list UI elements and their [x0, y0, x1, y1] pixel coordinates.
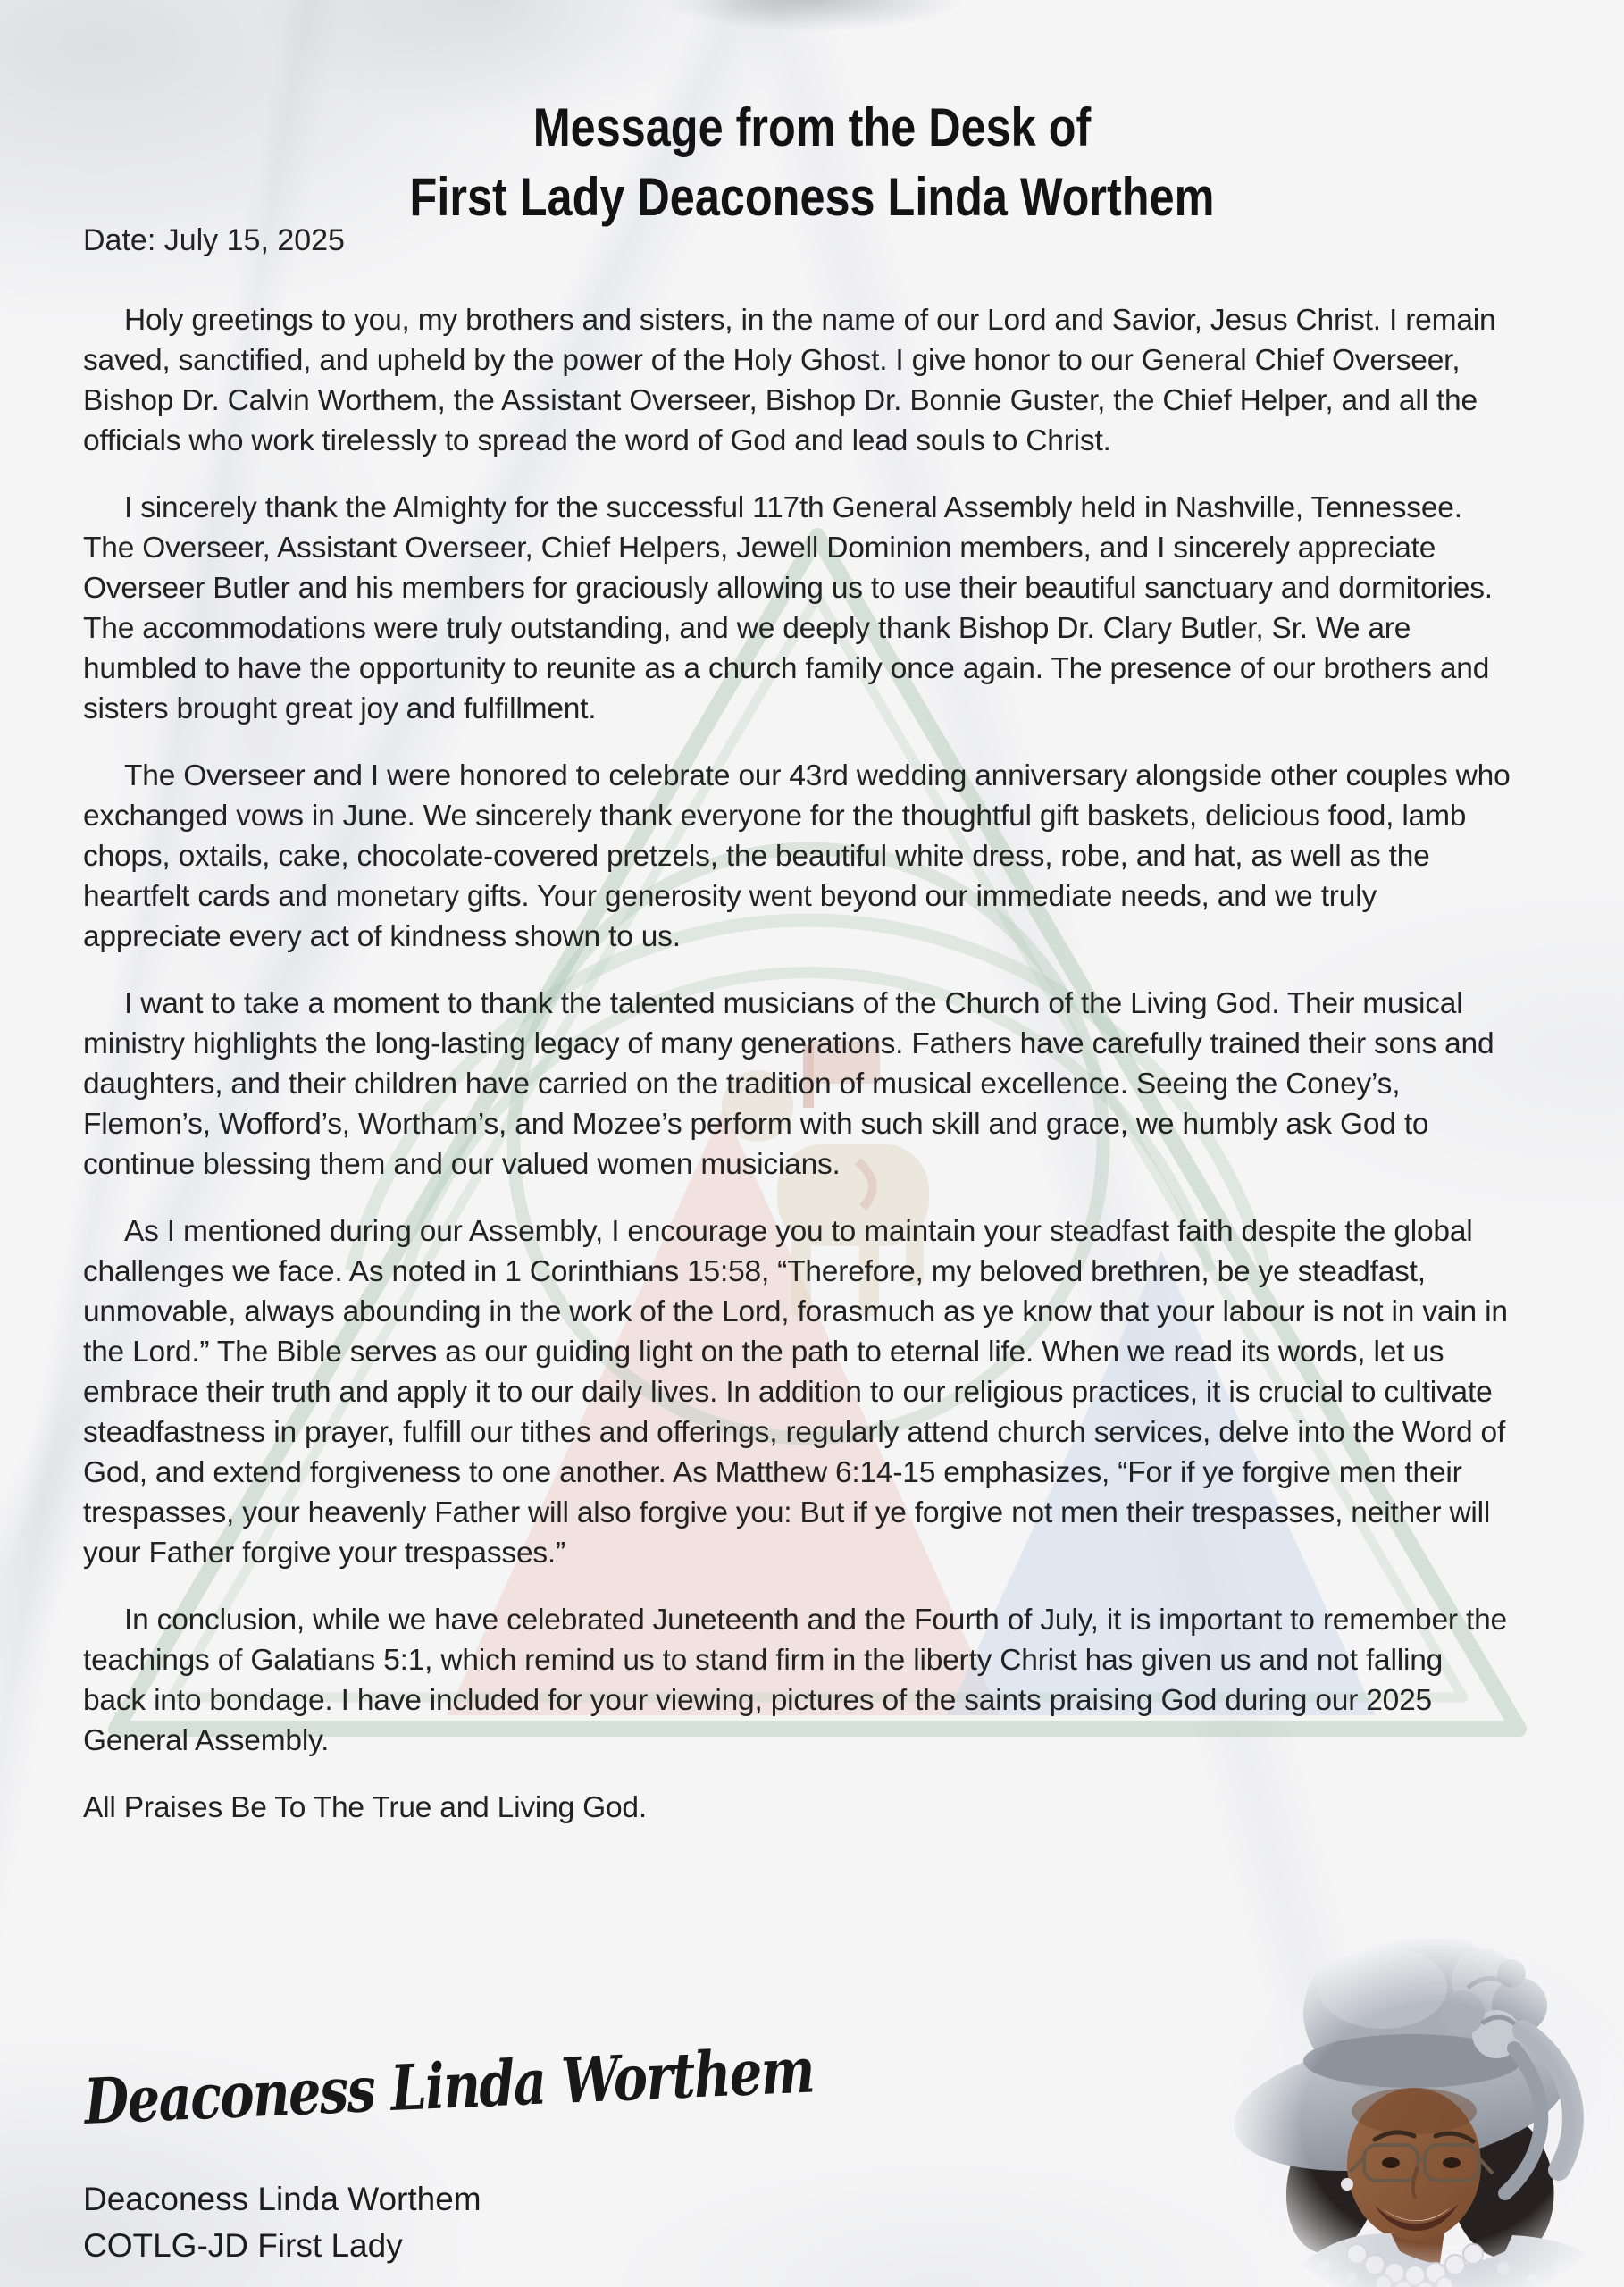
- title-line-2: First Lady Deaconess Linda Worthem: [409, 167, 1215, 228]
- first-lady-portrait-photo: [1200, 1898, 1624, 2287]
- signature-block: [83, 2176, 481, 2269]
- signature-name: Deaconess Linda Worthem: [83, 2181, 481, 2217]
- signature-title: COTLG-JD First Lady: [83, 2227, 403, 2264]
- signature-script: Deaconess Linda Worthem: [82, 2032, 816, 2139]
- paragraph-musicians: I want to take a moment to thank the talented musicians of the Church of the Living God. Their musical ministry highlights the long-lasting legacy of many generations. Fathers have carefully trained their sons and daughters, and their children have carried on the tradition of musical excellence. Seeing the Coney’s, Flemon’s, Wofford’s, Wortham’s, and Mozee’s perform with such skill and grace, we humbly ask God to continue blessing them and our valued women musicians.: [83, 987, 1494, 1181]
- pearl-earring: [1341, 2178, 1353, 2191]
- date-line: Date: July 15, 2025: [83, 223, 345, 257]
- letter-body: [83, 300, 1512, 1855]
- paragraph-greeting: Holy greetings to you, my brothers and sisters, in the name of our Lord and Savior, Jesus Christ. I remain saved, sanctified, and upheld by the power of the Holy Ghost. I give honor to our General Chief Overseer, Bishop Dr. Calvin Worthem, the Assistant Overseer, Bishop Dr. Bonnie Guster, the Chief Helper, and all the officials who work tirelessly to spread the word of God and lead souls to Christ.: [83, 304, 1496, 457]
- paragraph-anniversary: The Overseer and I were honored to celebrate our 43rd wedding anniversary alongside other couples who exchanged vows in June. We sincerely thank everyone for the thoughtful gift baskets, delicious food, lamb chops, oxtails, cake, chocolate-covered pretzels, the beautiful white dress, robe, and hat, as well as the heartfelt cards and monetary gifts. Your generosity went beyond our immediate needs, and we truly appreciate every act of kindness shown to us.: [83, 759, 1511, 953]
- title-line-1: Message from the Desk of: [532, 97, 1092, 158]
- closing-line: All Praises Be To The True and Living God.: [83, 1791, 647, 1824]
- page-title: [0, 93, 1624, 232]
- paragraph-conclusion: In conclusion, while we have celebrated Juneteenth and the Fourth of July, it is important to remember the teachings of Galatians 5:1, which remind us to stand firm in the liberty Christ has given us and not falling back into bondage. I have included for your viewing, pictures of the saints praising God during our 2025 General Assembly.: [83, 1604, 1507, 1757]
- paragraph-steadfast-faith: As I mentioned during our Assembly, I encourage you to maintain your steadfast faith despite the global challenges we face. As noted in 1 Corinthians 15:58, “Therefore, my beloved brethren, be ye steadfast, unmovable, always abounding in the work of the Lord, forasmuch as ye know that your labour is not in vain in the Lord.” The Bible serves as our guiding light on the path to eternal life. When we read its words, let us embrace their truth and apply it to our daily lives. In addition to our religious practices, it is crucial to cultivate steadfastness in prayer, fulfill our tithes and offerings, regularly attend church services, delve into the Word of God, and extend forgiveness to one another. As Matthew 6:14-15 emphasizes, “For if ye forgive men their trespasses, your heavenly Father will also forgive you: But if ye forgive not men their trespasses, neither will your Father forgive your trespasses.”: [83, 1215, 1508, 1570]
- paragraph-assembly-thanks: I sincerely thank the Almighty for the successful 117th General Assembly held in Nashville, Tennessee. The Overseer, Assistant Overseer, Chief Helpers, Jewell Dominion members, and I sincerely appreciate Overseer Butler and his members for graciously allowing us to use their beautiful sanctuary and dormitories. The accommodations were truly outstanding, and we deeply thank Bishop Dr. Clary Butler, Sr. We are humbled to have the opportunity to reunite as a church family once again. The presence of our brothers and sisters brought great joy and fulfillment.: [83, 491, 1493, 725]
